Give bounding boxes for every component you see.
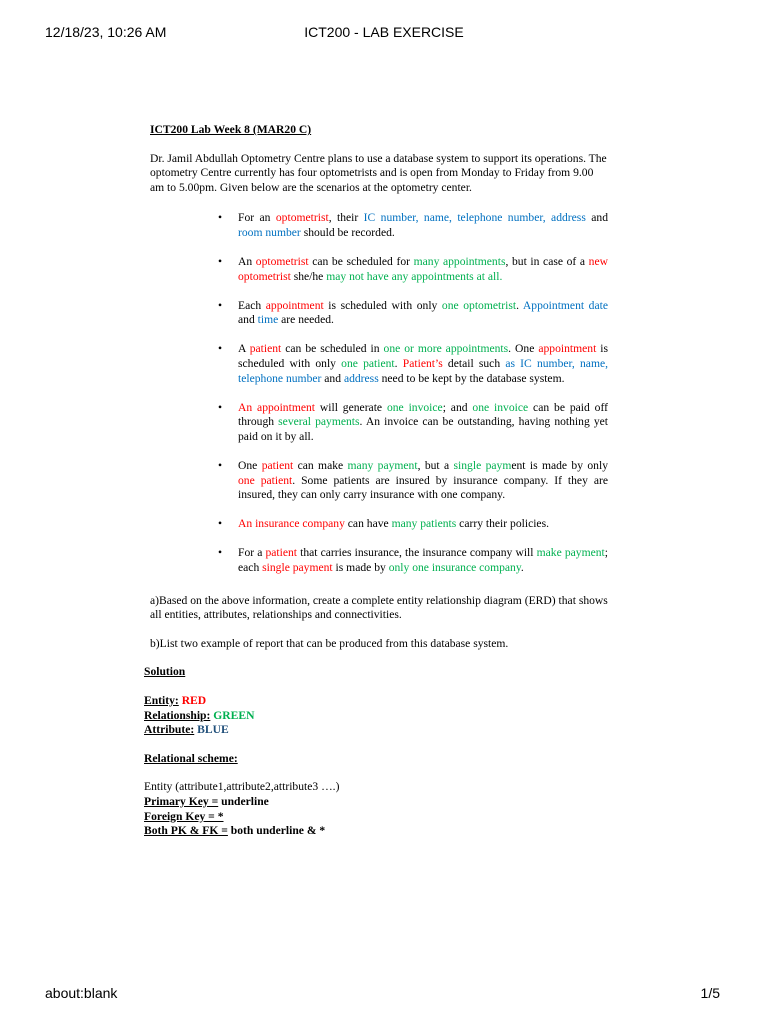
print-doc-title: ICT200 - LAB EXERCISE xyxy=(304,24,464,40)
text: . Some patients are insured by insurance company. If they are insured, they can only carry insurance with one company. xyxy=(238,473,608,502)
print-url: about:blank xyxy=(45,985,118,1001)
relationship-term: make payment xyxy=(536,546,605,560)
legend-value: GREEN xyxy=(213,708,255,722)
relationship-term: many payment xyxy=(347,459,418,472)
scheme-example: Entity (attribute1,attribute2,attribute3 ….) xyxy=(144,780,340,794)
intro-line-2: optometry Centre currently has four optometrists and is open from Monday to Friday from 9.00 am to 5.00pm. Given below are the scenarios at the optometry center. xyxy=(150,166,594,194)
text: . One xyxy=(508,342,539,356)
relationship-term: one patient xyxy=(341,357,395,371)
scenario-4 xyxy=(238,342,608,386)
legend-entity xyxy=(144,694,608,709)
text: can have xyxy=(344,517,392,531)
relationship-term: one or more appointments xyxy=(383,342,509,356)
text: , but in case of a xyxy=(505,255,589,269)
text: For an xyxy=(238,211,276,225)
scenario-1 xyxy=(238,211,608,240)
text: and xyxy=(585,211,608,225)
entity-term: optometrist xyxy=(275,211,329,225)
page-number: 1/5 xyxy=(700,985,720,1001)
text: that carries insurance, the insurance company will xyxy=(297,546,537,560)
scenario-2 xyxy=(238,255,608,284)
note-label: Both PK & FK = xyxy=(144,824,228,838)
relationship-term: one invoice xyxy=(386,400,443,414)
entity-term: appointment xyxy=(538,342,597,356)
text: carry their policies. xyxy=(456,517,549,531)
intro-paragraph xyxy=(150,152,608,196)
text: is made by xyxy=(332,560,389,574)
legend-label: Entity: xyxy=(144,693,179,707)
entity-term: An appointment xyxy=(238,400,316,414)
text: , their xyxy=(328,211,364,225)
text: she/he xyxy=(290,269,327,283)
text: ent is made by only xyxy=(511,459,608,472)
text: Each xyxy=(238,298,266,312)
entity-term: patient xyxy=(261,459,294,472)
relationship-term: one invoice xyxy=(472,400,529,414)
legend-attribute xyxy=(144,723,608,738)
solution-heading: Solution xyxy=(144,665,186,679)
attribute-term: address xyxy=(343,371,379,385)
both-key-note xyxy=(144,824,608,839)
attribute-term: Appointment date xyxy=(522,298,608,312)
relationship-term: only one insurance company xyxy=(388,560,521,574)
print-timestamp: 12/18/23, 10:26 AM xyxy=(45,24,167,40)
note-value: underline xyxy=(218,794,269,808)
page-title: ICT200 Lab Week 8 (MAR20 C) xyxy=(150,123,312,136)
text: is scheduled with only xyxy=(238,342,609,371)
text: detail such xyxy=(442,357,506,371)
relationship-term: several payments xyxy=(278,415,360,429)
text: . An invoice can be outstanding, having nothing yet paid on it by all. xyxy=(238,415,608,443)
intro-line-1: Dr. Jamil Abdullah Optometry Centre plans to use a database system to support its operations. The xyxy=(150,151,607,165)
text: ; each xyxy=(238,546,608,574)
question-b: b)List two example of report that can be produced from this database system. xyxy=(150,636,509,650)
entity-term: optometrist xyxy=(255,255,309,269)
entity-term: An insurance company xyxy=(238,517,345,531)
primary-key-note xyxy=(144,795,608,810)
attribute-term: IC number, name, telephone number, address xyxy=(363,211,586,225)
legend-value: RED xyxy=(181,693,207,707)
solution-section xyxy=(144,665,608,838)
text: is scheduled with only xyxy=(323,298,442,312)
relational-scheme-heading: Relational scheme: xyxy=(144,751,238,765)
text: An xyxy=(238,255,256,269)
text: and xyxy=(238,313,258,327)
entity-term: Patient’s xyxy=(402,357,443,371)
relationship-term: many appointments xyxy=(413,255,506,269)
entity-term: patient xyxy=(249,342,282,356)
text: One xyxy=(238,459,262,472)
relationship-term: many patients xyxy=(391,517,457,531)
attribute-term: as IC number, name, telephone number xyxy=(238,357,609,385)
attribute-term: time xyxy=(257,313,279,327)
foreign-key-note: Foreign Key = * xyxy=(144,809,224,823)
text: can make xyxy=(293,459,348,472)
note-value: both underline & * xyxy=(227,824,326,838)
text: . xyxy=(394,357,403,371)
legend-label: Relationship: xyxy=(144,708,211,722)
text: A xyxy=(238,342,250,356)
relationship-term: one optometrist xyxy=(441,298,517,312)
entity-term: patient xyxy=(265,546,298,560)
entity-term: one patient xyxy=(238,473,293,487)
text: can be paid off through xyxy=(238,400,608,429)
question-a: a)Based on the above information, create a complete entity relationship diagram (ERD) that shows all entities, attributes, relationships and connectivities. xyxy=(150,593,608,622)
attribute-term: room number xyxy=(238,225,301,239)
scenario-list xyxy=(150,211,608,575)
text: are needed. xyxy=(278,313,334,327)
scenario-5 xyxy=(238,401,608,445)
text: need to be kept by the database system. xyxy=(378,371,565,385)
text: and xyxy=(321,371,344,385)
relationship-term: single paym xyxy=(453,459,512,472)
entity-term: appointment xyxy=(265,298,324,312)
text: can be scheduled in xyxy=(281,342,384,356)
text: will generate xyxy=(315,400,387,414)
scenario-3 xyxy=(238,299,608,328)
legend-label: Attribute: xyxy=(144,723,195,737)
entity-term: single payment xyxy=(262,560,333,574)
legend-relationship xyxy=(144,709,608,724)
note-label: Primary Key = xyxy=(144,794,219,808)
scenario-6 xyxy=(238,459,608,503)
entity-term: new optometrist xyxy=(238,255,608,283)
text: ; and xyxy=(442,400,473,414)
document-body xyxy=(144,123,609,839)
text: can be scheduled for xyxy=(308,255,414,269)
text: . xyxy=(516,298,523,312)
relationship-term: may not have any appointments at all. xyxy=(326,269,503,283)
scenario-7 xyxy=(238,517,608,532)
legend-value: BLUE xyxy=(197,723,229,737)
text: . xyxy=(520,560,524,574)
text: should be recorded. xyxy=(300,225,395,239)
scenario-8 xyxy=(238,546,608,575)
text: For a xyxy=(238,546,266,560)
text: , but a xyxy=(417,459,454,472)
